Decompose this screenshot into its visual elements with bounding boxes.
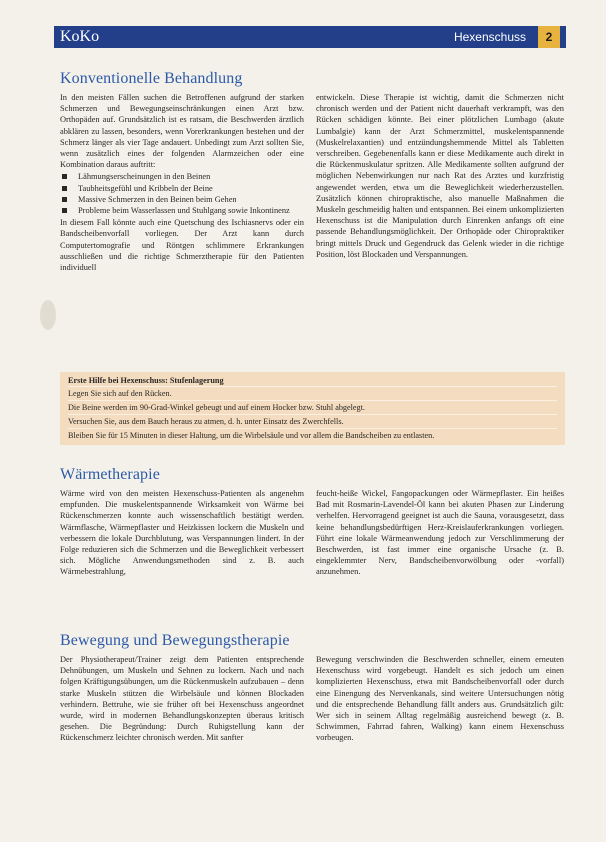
alarm-list [60,171,304,216]
section2-left-column [60,488,304,578]
header-end-cap [560,26,566,48]
infobox-line: Bleiben Sie für 15 Minuten in dieser Haltung, um die Wirbelsäule und vor allem die Bandscheiben zu entlasten. [68,428,557,442]
section1-intro: In den meisten Fällen suchen die Betroffenen aufgrund der starken Schmerzen und Bewegungseinschränkungen einen Arzt bzw. Orthopäden auf. Grundsätzlich ist es ratsam, die Beschwerden ärztlich abklären zu lassen, besonders, wenn Vorerkrankungen bestehen und der Schmerz länger als vier Tage andauert. Unbedingt zum Arzt sollten Sie, wenn zusätzlich eines der folgenden Alarmzeichen oder eine Kombination daraus auftritt: [60,93,304,170]
page-header [54,26,566,48]
infobox-title: Erste Hilfe bei Hexenschuss: Stufenlagerung [68,376,224,385]
section2-right-column [316,488,564,578]
infobox-line: Die Beine werden im 90-Grad-Winkel gebeugt und auf einem Hocker bzw. Stuhl abgelegt. [68,400,557,414]
brand-logo: KoKo [60,28,100,45]
scan-shadow [40,300,56,330]
section1-right-text: entwickeln. Diese Therapie ist wichtig, damit die Schmerzen nicht chronisch werden und der Patient nicht dauerhaft verkrampft, was den Rücken schädigen könnte. Bei einer plötzlichen Lumbago (akute Lumbalgie) kann der Arzt Schmerzmittel, muskelentspannende (Muskelrelaxantien) und entzündungshemmende Mittel als Tabletten verschreiben. Gegebenenfalls kann er diese Medikamente auch direkt in die Rückenmuskulatur spritzen. Alle Medikamente sollten aufgrund der möglichen Nebenwirkungen nur nach Rat des Arztes und kurzfristig angewendet werden, etwa um die Beweglichkeit wiederherzustellen. Zusätzlich können chiropraktische, also manuelle Maßnahmen die Muskeln geschmeidig halten und entspannen. Bei einem unkomplizierten Hexenschuss ist die Manipulation durch Einrenken anfangs oft eine passende Behandlungsmöglichkeit. Der Orthopäde oder Chiropraktiker bringt mittels Druck und Gegendruck das Gelenk wieder in die richtige Position, löst Blockaden und Verspannungen. [316,93,564,259]
section3-left-column [60,654,304,744]
section3-left-text: Der Physiotherapeut/Trainer zeigt dem Patienten entsprechende Dehnübungen, um Muskeln und Sehnen zu lockern. Nach und nach folgen Kräftigungsübungen, um die Rückenmuskeln aufzubauen – denn starke Muskeln stützen die Wirbelsäule und können Blockaden verhindern. Bettruhe, wie sie früher oft bei Hexenschuss angeordnet wurde, wird in modernen Behandlungskonzepten überaus kritisch gesehen. Die Begründung: Durch Ruhigstellung kann der Rückenschmerz leichter chronisch werden. Mit sanfter [60,655,304,743]
list-item: Probleme beim Wasserlassen und Stuhlgang sowie Inkontinenz [60,205,304,216]
first-aid-infobox [60,372,565,445]
section2-left-text: Wärme wird von den meisten Hexenschuss-Patienten als angenehm empfunden. Die muskelentspannende Wirksamkeit von Wärme bei Rückenschmerzen konnte auch wissenschaftlich bestätigt werden. Wärmflasche, Wärmepflaster und Heizkissen lockern die Muskeln und verbessern die lokale Durchblutung, was Verspannungen lindert. In der Folge reduzieren sich die Schmerzen und die Beweglichkeit verbessert sich. Mögliche Anwendungsmethoden sind z. B. auch Wärmebestrahlung, [60,489,304,577]
section3-right-text: Bewegung verschwinden die Beschwerden schneller, einem erneuten Hexenschuss wird vorgebeugt. Handelt es sich jedoch um einen komplizierten Hexenschuss, etwa mit Bandscheibenvorfall oder durch eine Einengung des Nervenkanals, sind weitere Untersuchungen nötig und die entsprechende Behandlung fällt anders aus. Grundsätzlich gilt: Wer sich in seinem Alltag regelmäßig ausreichend bewegt (z. B. Schwimmen, Fahrrad fahren, Walking) kann einem Hexenschuss vorbeugen. [316,655,564,743]
infobox-line: Legen Sie sich auf den Rücken. [68,386,557,400]
section1-right-column [316,92,564,260]
list-item: Massive Schmerzen in den Beinen beim Gehen [60,194,304,205]
list-item: Taubheitsgefühl und Kribbeln der Beine [60,183,304,194]
section2-right-text: feucht-heiße Wickel, Fangopackungen oder Wärmepflaster. Ein heißes Bad mit Rosmarin-Lavendel-Öl kann bei akuten Phasen zur Linderung verhelfen. Hervorragend geeignet ist auch die Sauna, vorausgesetzt, dass keine behandlungsbedürftigen Herz-Kreislauferkrankungen vorliegen. Führt eine lokale Wärmeanwendung jedoch zur Verschlimmerung der Beschwerden, ist fast immer eine organische Ursache (z. B. eingeklemmter Nerv, Bandscheibenvorwölbung oder -vorfall) anzunehmen. [316,489,564,577]
section-heading-waermetherapie: Wärmetherapie [60,466,160,483]
section1-outro: In diesem Fall könnte auch eine Quetschung des Ischiasnervs oder ein Bandscheibenvorfall vorliegen. Der Arzt kann durch Computertomografie und Röntgen schlimmere Erkrankungen ausschließen und die richtige Schmerztherapie für den Patienten individuell [60,218,304,273]
section1-left-column [60,92,304,273]
infobox-line: Versuchen Sie, aus dem Bauch heraus zu atmen, d. h. unter Einsatz des Zwerchfells. [68,414,557,428]
page-number: 2 [538,26,560,48]
section3-right-column [316,654,564,744]
section-heading-bewegung: Bewegung und Bewegungstherapie [60,632,290,649]
header-title: Hexenschuss [453,30,526,44]
section-heading-konventionelle: Konventionelle Behandlung [60,70,243,87]
list-item: Lähmungserscheinungen in den Beinen [60,171,304,182]
